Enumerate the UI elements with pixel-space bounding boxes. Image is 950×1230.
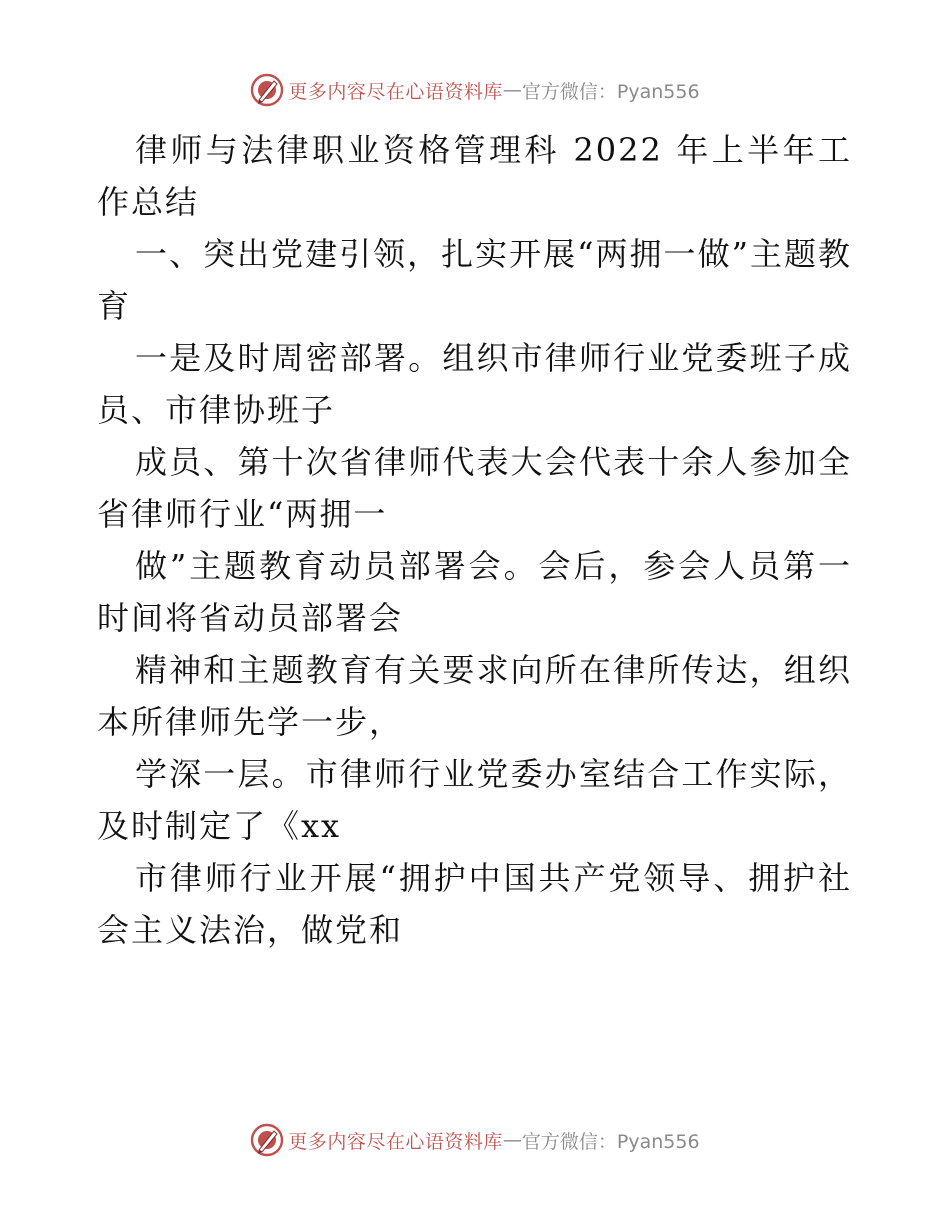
watermark-main-text: 更多内容尽在心语资料库	[288, 1130, 503, 1153]
watermark-separator: —	[502, 79, 522, 101]
watermark-separator: —	[502, 1129, 522, 1151]
section-heading: 一、突出党建引领，扎实开展“两拥一做”主题教育	[97, 235, 852, 325]
document-body	[97, 124, 852, 956]
body-paragraph: 精神和主题教育有关要求向所在律所传达，组织本所律师先学一步，	[97, 651, 852, 741]
body-paragraph: 一是及时周密部署。组织市律师行业党委班子成员、市律协班子	[97, 339, 852, 429]
red-circle-pen-logo-icon	[250, 1123, 284, 1157]
watermark-wechat-text: 官方微信：Pyan556	[521, 1130, 700, 1153]
red-circle-pen-logo-icon	[250, 73, 284, 107]
footer-watermark	[0, 1120, 950, 1160]
body-paragraph: 做”主题教育动员部署会。会后，参会人员第一时间将省动员部署会	[97, 547, 852, 637]
document-title: 律师与法律职业资格管理科 2022 年上半年工作总结	[97, 131, 852, 221]
header-watermark	[0, 70, 950, 110]
watermark-wechat-text: 官方微信：Pyan556	[521, 80, 700, 103]
watermark-main-text: 更多内容尽在心语资料库	[288, 80, 503, 103]
body-paragraph: 成员、第十次省律师代表大会代表十余人参加全省律师行业“两拥一	[97, 443, 852, 533]
body-paragraph: 学深一层。市律师行业党委办室结合工作实际，及时制定了《xx	[97, 755, 852, 845]
body-paragraph: 市律师行业开展“拥护中国共产党领导、拥护社会主义法治，做党和	[97, 859, 852, 949]
